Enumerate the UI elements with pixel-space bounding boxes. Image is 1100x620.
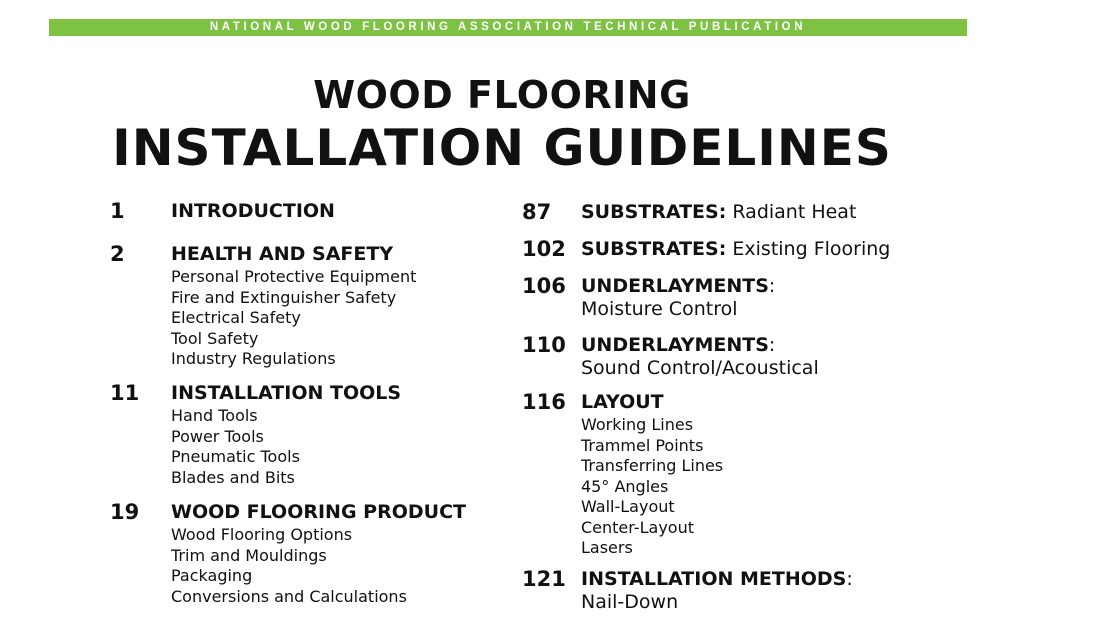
toc-page-number: 102 — [522, 237, 566, 261]
toc-subsection[interactable]: Trim and Mouldings — [171, 545, 327, 565]
toc-subsection[interactable]: Center-Layout — [581, 517, 694, 537]
toc-subsection-list — [171, 267, 416, 370]
toc-subsection[interactable]: Tool Safety — [171, 328, 259, 348]
toc-heading: SUBSTRATES: Radiant Heat — [581, 201, 857, 223]
toc-page-number: 106 — [522, 274, 566, 298]
toc-heading: HEALTH AND SAFETY — [171, 243, 394, 265]
toc-page-number: 1 — [110, 199, 125, 223]
title-line-1: WOOD FLOORING — [313, 73, 691, 117]
publication-banner: NATIONAL WOOD FLOORING ASSOCIATION TECHNICAL PUBLICATION — [49, 19, 967, 36]
title-line-2: INSTALLATION GUIDELINES — [112, 119, 892, 177]
toc-subsection[interactable]: Nail-Down — [581, 591, 679, 613]
toc-heading: INTRODUCTION — [171, 200, 335, 222]
toc-subsection[interactable]: Personal Protective Equipment — [171, 267, 417, 286]
toc-subsection-list — [581, 591, 678, 613]
toc-subsection[interactable]: Conversions and Calculations — [171, 586, 407, 606]
toc-subsection[interactable]: Sound Control/Acoustical — [581, 357, 819, 379]
toc-subsection[interactable]: Moisture Control — [581, 298, 738, 320]
toc-heading: WOOD FLOORING PRODUCT — [171, 501, 466, 523]
toc-page-number: 116 — [522, 390, 566, 414]
toc-subsection[interactable]: Lasers — [581, 538, 633, 557]
toc-subsection-list — [581, 357, 819, 379]
toc-subsection[interactable]: Electrical Safety — [171, 308, 301, 327]
toc-subsection[interactable]: Wall-Layout — [581, 497, 675, 516]
toc-subsection[interactable]: Transferring Lines — [581, 456, 724, 475]
toc-subsection[interactable]: 45° Angles — [581, 476, 669, 496]
toc-subsection[interactable]: Blades and Bits — [171, 467, 295, 487]
toc-subsection[interactable]: Fire and Extinguisher Safety — [171, 287, 397, 307]
toc-heading: INSTALLATION TOOLS — [171, 382, 402, 404]
toc-subsection[interactable]: Packaging — [171, 566, 253, 585]
toc-subsection-list — [171, 406, 300, 488]
toc-subsection[interactable]: Wood Flooring Options — [171, 525, 353, 544]
toc-page-number: 19 — [110, 500, 140, 524]
toc-page-number: 2 — [110, 242, 125, 266]
toc-page-number: 11 — [110, 381, 140, 405]
toc-page-number: 87 — [522, 200, 552, 224]
toc-heading: INSTALLATION METHODS: — [581, 568, 853, 590]
toc-page-number: 121 — [522, 567, 566, 591]
toc-heading: LAYOUT — [581, 391, 664, 413]
toc-subsection[interactable]: Trammel Points — [581, 435, 704, 455]
toc-subsection[interactable]: Working Lines — [581, 415, 694, 434]
toc-heading: UNDERLAYMENTS: — [581, 275, 776, 297]
toc-subsection[interactable]: Industry Regulations — [171, 349, 336, 368]
toc-heading: SUBSTRATES: Existing Flooring — [581, 238, 891, 260]
toc-subsection-list — [581, 415, 723, 559]
toc-page-number: 110 — [522, 333, 566, 357]
toc-subsection-list — [581, 298, 738, 320]
toc-subsection-list — [171, 525, 407, 607]
toc-subsection[interactable]: Power Tools — [171, 426, 264, 446]
toc-heading: UNDERLAYMENTS: — [581, 334, 776, 356]
toc-subsection[interactable]: Pneumatic Tools — [171, 447, 300, 466]
toc-subsection[interactable]: Hand Tools — [171, 406, 258, 425]
